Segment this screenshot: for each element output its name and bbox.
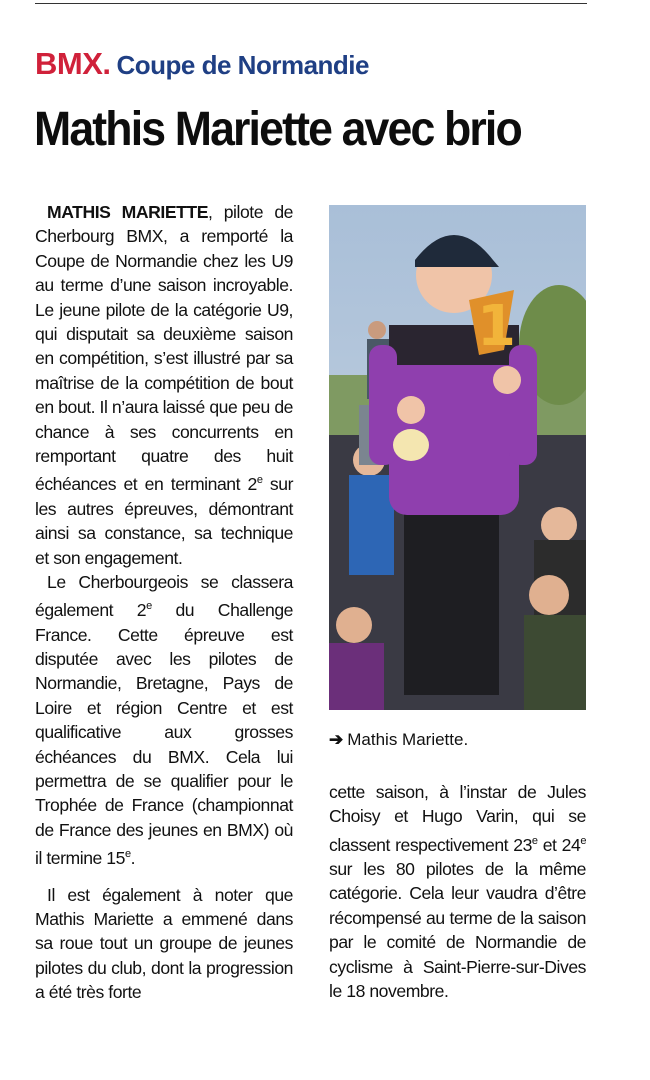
trophy-number: 1 (477, 294, 516, 359)
paragraph-2: Le Cherbourgeois se classera également 2e du Challenge France. Cette épreuve est disputée avec les pilotes de Normandie, Bretagne, Pays de Loire et région Centre et est qualificative aux grosses échéances du BMX. Cela lui permettra de se qualifier pour le Trophée de France (championnat de France des jeunes en BMX) où il termine 15e. (35, 571, 293, 869)
top-rule (35, 3, 587, 4)
photo-illustration (329, 205, 586, 710)
kicker (35, 46, 369, 82)
photo-mathis-mariette (329, 205, 586, 710)
kicker-sport: BMX. (35, 46, 111, 81)
caption-text: Mathis Mariette. (347, 730, 469, 749)
kicker-event: Coupe de Normandie (116, 50, 369, 80)
article-column-1 (35, 200, 293, 1005)
paragraph-3: Il est également à noter que Mathis Mariette a emmené dans sa roue tout un groupe de jeunes pilotes du club, dont la progression a été très forte (35, 884, 293, 1003)
headline: Mathis Mariette avec brio (34, 103, 521, 156)
paragraph-4: cette saison, à l’instar de Jules Choisy et Hugo Varin, qui se classent respectivement 23e et 24e sur les 80 pilotes de la même catégorie. Cela leur vaudra d’être récompensé au terme de la saison par le comité de Normandie de cyclisme à Saint-Pierre-sur-Dives le 18 novembre. (329, 782, 586, 1002)
lead-name: MATHIS MARIETTE (47, 202, 209, 222)
paragraph-1: MATHIS MARIETTE, pilote de Cherbourg BMX, a remporté la Coupe de Normandie chez les U9 au terme d’une saison incroyable. Le jeune pilote de la catégorie U9, qui disputait sa deuxième saison en compétition, s’est illustré par sa maîtrise de la compétition de bout en bout. Il n’aura laissé que peu de chance à ses concurrents en remportant quatre des huit échéances et en terminant 2e sur les autres épreuves, démontrant ainsi sa constance, sa technique et son engagement. (35, 202, 293, 568)
photo-caption (329, 730, 586, 750)
article-column-2 (329, 780, 586, 1004)
arrow-right-icon: ➔ (329, 730, 344, 749)
